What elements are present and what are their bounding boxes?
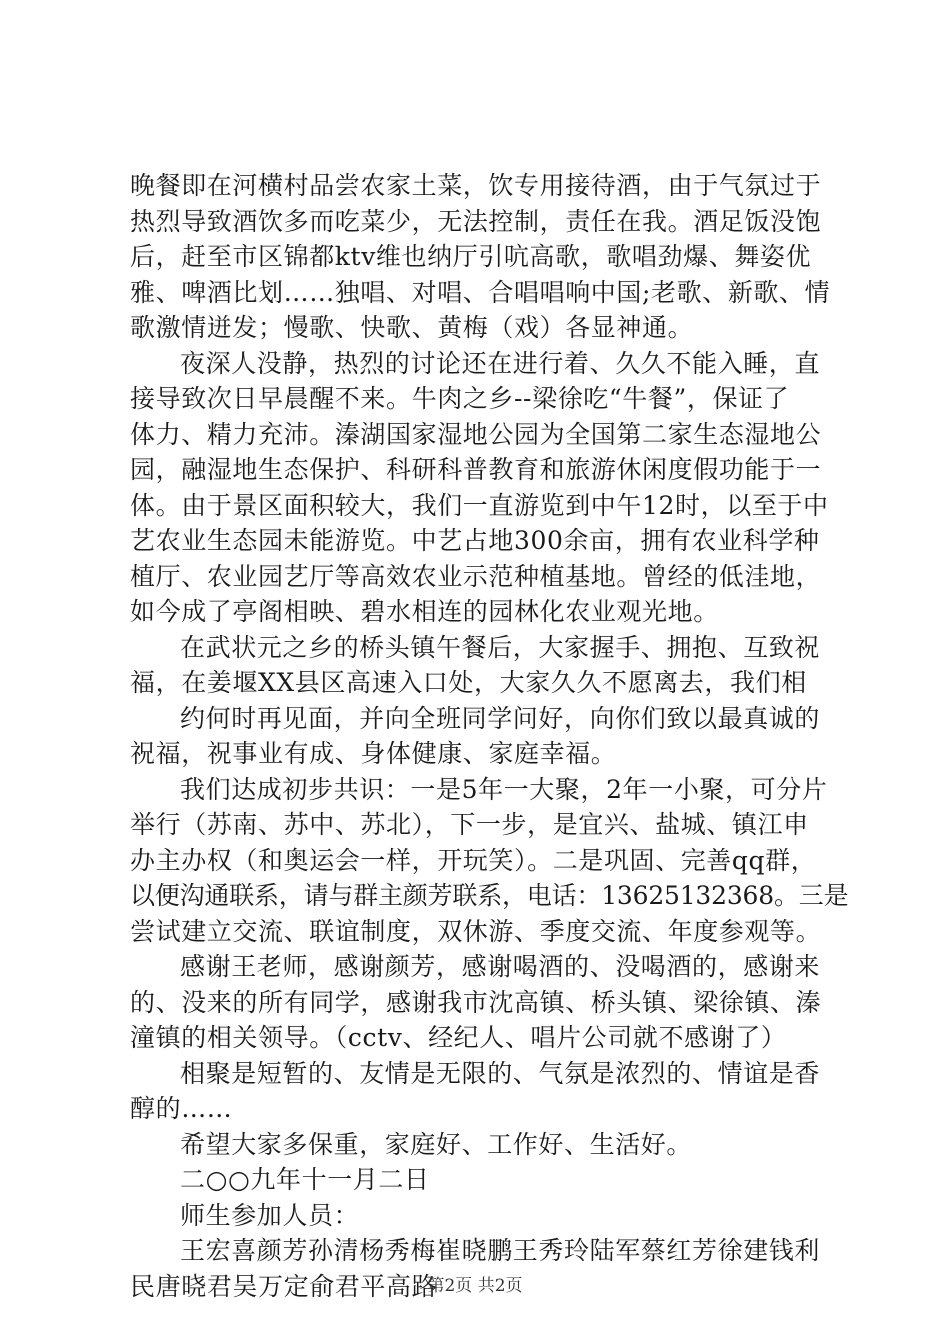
text-line: 接导致次日早晨醒不来。牛肉之乡--梁徐吃“牛餐”，保证了	[130, 384, 790, 413]
participants-list: 民唐晓君吴万定俞君平高路	[130, 1271, 438, 1301]
text-line: 晚餐即在河横村品尝农家土菜，饮专用接待酒，由于气氛过于	[130, 171, 822, 200]
paragraph-start-line: 相聚是短暂的、友情是无限的、气氛是浓烈的、情谊是香	[180, 1058, 821, 1088]
text-line: 潼镇的相关领导。（cctv、经纪人、唱片公司就不感谢了）	[130, 1023, 787, 1052]
participants-list: 王宏喜颜芳孙清杨秀梅崔晓鹏王秀玲陆军蔡红芳徐建钱利	[180, 1236, 821, 1265]
paragraph-start-line: 希望大家多保重，家庭好、工作好、生活好。	[180, 1129, 693, 1159]
text-line: 以便沟通联系，请与群主颜芳联系，电话：13625132368。三是	[130, 881, 849, 910]
text-line: 后，赶至市区锦都ktv维也纳厅引吭高歌，歌唱劲爆、舞姿优	[130, 242, 812, 271]
text-line: 办主办权（和奥运会一样，开玩笑）。二是巩固、完善qq群，	[130, 845, 817, 875]
text-line: 体。由于景区面积较大，我们一直游览到中午12时，以至于中	[130, 490, 829, 520]
text-line: 尝试建立交流、联谊制度，双休游、季度交流、年度参观等。	[130, 916, 822, 946]
text-line: 体力、精力充沛。溱湖国家湿地公园为全国第二家生态湿地公	[130, 419, 822, 449]
text-line: 如今成了亭阁相映、碧水相连的园林化农业观光地。	[130, 597, 719, 626]
paragraph-start-line: 约何时再见面，并向全班同学问好，向你们致以最真诚的	[180, 703, 821, 733]
text-line: 热烈导致酒饮多而吃菜少，无法控制，责任在我。酒足饭没饱	[130, 206, 822, 236]
text-line: 雅、啤酒比划……独唱、对唱、合唱唱响中国;老歌、新歌、情	[130, 277, 831, 307]
text-line: 植厅、农业园艺厅等高效农业示范种植基地。曾经的低洼地，	[130, 561, 822, 591]
document-body	[130, 168, 849, 1304]
text-line: 醇的……	[130, 1094, 233, 1123]
date-line: 二○○九年十一月二日	[180, 1165, 430, 1194]
paragraph-start-line: 在武状元之乡的桥头镇午餐后，大家握手、拥抱、互致祝	[180, 632, 821, 662]
participants-heading: 师生参加人员：	[180, 1200, 360, 1230]
text-line: 园，融湿地生态保护、科研科普教育和旅游休闲度假功能于一	[130, 455, 822, 484]
paragraph-start-line: 感谢王老师，感谢颜芳，感谢喝酒的、没喝酒的，感谢来	[180, 952, 821, 981]
page-number-footer: 第2页 共2页	[427, 1276, 523, 1296]
paragraph-start-line: 夜深人没静，热烈的讨论还在进行着、久久不能入睡，直	[180, 348, 821, 378]
text-line: 艺农业生态园未能游览。中艺占地300余亩，拥有农业科学种	[130, 526, 820, 555]
text-line: 祝福，祝事业有成、身体健康、家庭幸福。	[130, 739, 617, 768]
text-line: 歌激情迸发；慢歌、快歌、黄梅（戏）各显神通。	[130, 313, 694, 342]
text-line: 福，在姜堰XX县区高速入口处，大家久久不愿离去，我们相	[130, 668, 807, 697]
text-line: 举行（苏南、苏中、苏北），下一步，是宜兴、盐城、镇江申	[130, 810, 809, 839]
text-line: 的、没来的所有同学，感谢我市沈高镇、桥头镇、梁徐镇、溱	[130, 987, 822, 1017]
paragraph-start-line: 我们达成初步共识：一是5年一大聚，2年一小聚，可分片	[180, 774, 828, 804]
